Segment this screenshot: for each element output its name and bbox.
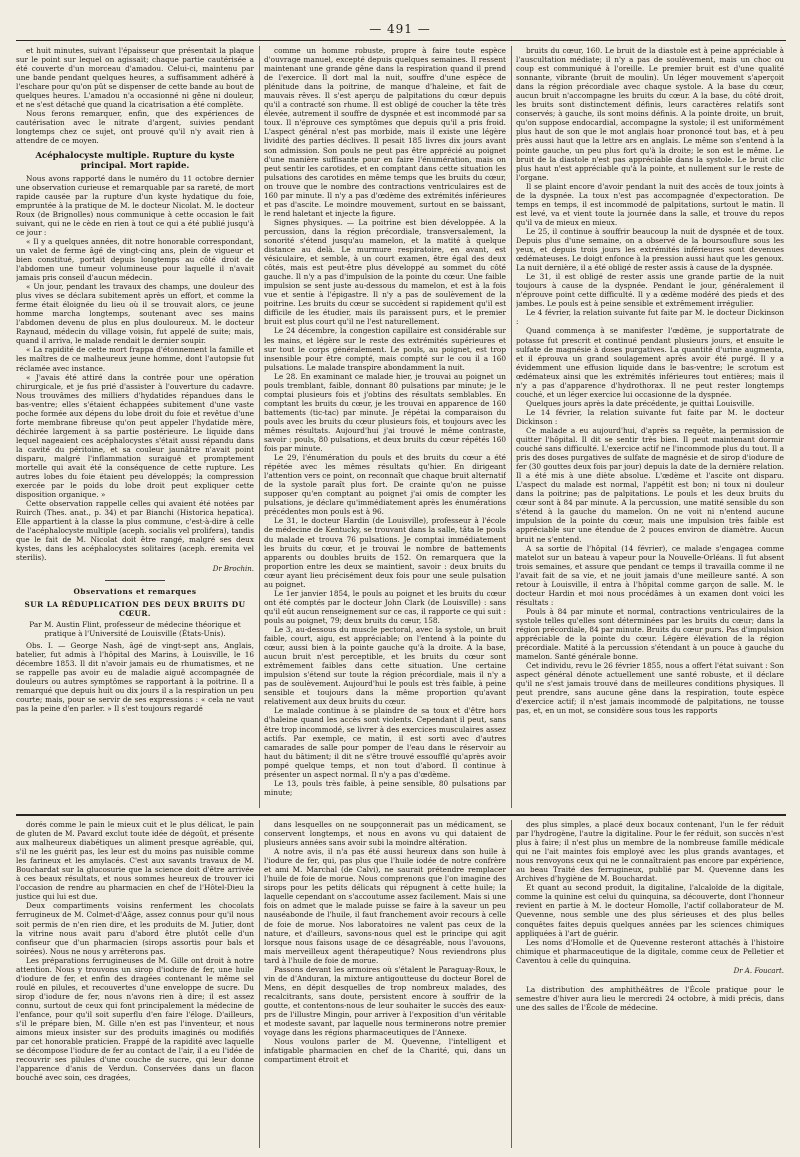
paragraph: Le malade continue à se plaindre de sa toux et d'être hors d'haleine quand les accès sont violents. Cependant il peut, sans être trop incommodé, se livrer à des exercices musculaires assez actifs. Par exemple, ce matin, il est sorti avec d'autres camarades de salle pour pomper de l'eau dans le réservoir au haut du bâtiment; il dit ne s'être trouvé essoufflé qu'après avoir pompé quelque temps, et non tout d'abord. Il continue à présenter un aspect normal. Il n'y a pas d'œdème.	[264, 706, 506, 779]
paragraph: Obs. I. — George Nash, âgé de vingt-sept ans, Anglais, batelier, fut admis à l'hôpital des Marins, à Louisville, le 16 décembre 1853. Il dit n'avoir jamais eu de rhumatismes, et ne se rappelle pas avoir eu de maladie aiguë accompagnée de douleurs ou autres symptômes se rapportant à la poitrine. Il a remarqué que depuis huit ou dix jours il a la respiration un peu courte; mais, pour se servir de ses expressions : « cela ne vaut pas la peine d'en parler. » Il s'est toujours regardé	[16, 640, 254, 714]
paragraph: Il se plaint encore d'avoir pendant la nuit des accès de toux joints à de la dyspnée. La toux n'est pas accompagnée d'expectoration. De temps en temps, il est incommodé de palpitations, surtout le matin. Il est levé, va et vient toute la journée dans la salle, et trouve du repos qu'il va de mieux en mieux.	[516, 181, 784, 227]
paragraph: Cet individu, revu le 26 février 1855, nous a offert l'état suivant : Son aspect général dénote actuellement une santé robuste, et il déclare qu'il ne s'est jamais trouvé dans de meilleures conditions physiques. Il peut prendre, sans aucune gêne dans la respiration, toute espèce d'exercice actif; il n'est jamais incommodé de palpitations, ne tousse pas, et, en un mot, se considère sous tous les rapports	[516, 661, 784, 716]
paragraph: « J'avais été attiré dans la contrée pour une opération chirurgicale, et je fus prié d'assister à l'ouverture du cadavre. Nous trouvâmes des milliers d'hydatides répandues dans le bas-ventre; elles s'étaient échappées subitement d'une vaste poche formée aux dépens du lobe droit du foie et revêtue d'une forte membrane fibreuse qu'on peut appeler l'hydatide mère, déchirée largement à sa partie postérieure. Le liquide dans lequel nageaient ces acéphalocystes s'était aussi répandu dans la cavité du péritoine, et sa couleur jaunâtre n'avait point disparu, malgré l'inflammation suraiguë et promptement mortelle qui avait été la conséquence de cette rupture. Les autres lobes du foie étaient peu développés; la compression exercée par le poids du lobe droit peut expliquer cette disposition organique. »	[16, 372, 254, 500]
section-heading: Observations et remarques	[73, 586, 197, 596]
paragraph: dans lesquelles on ne soupçonnerait pas un médicament, se conservent longtemps, et nous en avons vu qui dataient de plusieurs années sans avoir subi la moindre altération.	[264, 820, 506, 848]
signature: Dr A. Foucart.	[733, 966, 784, 975]
column-2	[264, 46, 506, 811]
section-subheading: SUR LA RÉDUPLICATION DES DEUX BRUITS DU CŒUR.	[24, 599, 246, 618]
paragraph: Deux compartiments voisins renferment les chocolats ferrugineux de M. Colmet-d'Aâge, assez connus pour qu'il nous soit permis de n'en rien dire, et les produits de M. Jutier, dont la vitrine nous avait paru d'abord être plutôt celle d'un confiseur que d'un pharmacien (sirops assortis pour bals et soirées). Nous ne nous y arrêterons pas.	[16, 901, 254, 956]
column-divider	[511, 820, 512, 1148]
column-divider	[511, 46, 512, 808]
column-1	[16, 46, 254, 811]
feuilleton-rule	[16, 814, 786, 816]
paragraph: A sa sortie de l'hôpital (14 février), ce malade s'engagea comme matelot sur un bateau à vapeur pour la Nouvelle-Orléans. Il fut absent trois semaines, et assure que pendant ce temps il travailla comme il ne l'avait fait de sa vie, et ne jouit jamais d'une meilleure santé. A son retour à Louisville, il entra à l'hôpital comme garçon de salle. M. le docteur Hardin et moi nous procédâmes à un examen dont voici les résultats :	[516, 543, 784, 607]
paragraph: Quelques jours après la date précédente, je quittai Louisville.	[526, 398, 755, 408]
paragraph: Le 31, le docteur Hardin (de Louisville), professeur à l'école de médecine de Kentucky, se trouvant dans la salle, tâta le pouls du malade et trouva 76 pulsations. Je comptai immédiatement les bruits du cœur, et je trouvai le nombre de battements apparents ou doubles bruits de 152. On remarquera que la proportion entre les deux se maintient, savoir : deux bruits du cœur ayant lieu précisément deux fois pour une seule pulsation au poignet.	[264, 516, 506, 589]
separator	[590, 981, 710, 982]
article-title: Acéphalocyste multiple. Rupture du kyste principal. Mort rapide.	[35, 150, 235, 171]
paragraph: Nous voulons parler de M. Quevenne, l'intelligent et infatigable pharmacien en chef de la Charité, qui, dans un compartiment étroit et	[264, 1037, 506, 1065]
paragraph: Nous avons rapporté dans le numéro du 11 octobre dernier une observation curieuse et remarquable par sa rareté, de mort rapide causée par la rupture d'un kyste hydatique du foie, empruntée à la pratique de M. le docteur Nicolat. M. le docteur Roux (de Brignolles) nous communique à cette occasion le fait suivant, qui ne le cède en rien à tout ce qui a été publié jusqu'à ce jour :	[16, 173, 254, 237]
paragraph: Le 13, pouls très faible, à peine sensible, 80 pulsations par minute;	[264, 778, 506, 797]
paragraph: comme un homme robuste, propre à faire toute espèce d'ouvrage manuel, excepté depuis quelques semaines. Il ressent maintenant une grande gêne dans la respiration quand il prend de l'exercice. Il dort mal la nuit, souffre d'une espèce de plénitude dans la poitrine, de manque d'haleine, et fait de mauvais rêves. Il s'est aperçu de palpitations du cœur depuis qu'il a contracté son rhume. Il est obligé de coucher la tête très élevée, autrement il souffre de dyspnée et est incommodé par sa toux. Il n'éprouve ces symptômes que depuis qu'il a pris froid. L'aspect général n'est pas morbide, mais il existe une légère lividité des parties déclives. Il pesait 185 livres dix jours avant son admission. Son pouls ne peut pas être apprécié au poignet d'une manière suffisante pour en faire l'énumération, mais on peut sentir les carotides, et en comptant dans cette situation les pulsations des carotides en même temps que les bruits du cœur, on trouve que le nombre des contractions ventriculaires est de 160 par minute. Il n'y a pas d'œdème des extrémités inférieures et pas d'ascite. Le moindre mouvement, surtout en se baissant, le rend haletant et injecte la figure.	[264, 46, 506, 218]
paragraph: « Un jour, pendant les travaux des champs, une douleur des plus vives se déclara subitement après un effort, et comme la ferme était éloignée du lieu où il se trouvait alors, ce jeune homme marcha longtemps, soutenant avec ses mains l'abdomen devenu de plus en plus douloureux. M. le docteur Raynaud, médecin du village voisin, fut appelé de suite; mais, quand il arriva, le malade rendait le dernier soupir.	[16, 282, 254, 346]
paragraph: Le 25, il continue à souffrir beaucoup la nuit de dyspnée et de toux. Depuis plus d'une semaine, on a observé de la boursouflure sous les yeux, et depuis trois jours les extrémités inférieures sont devenues œdémateuses. Le doigt enfonce à la pression aussi haut que les genoux. La nuit dernière, il a été obligé de rester assis à cause de la dyspnée.	[516, 226, 784, 273]
paragraph: dorés comme le pain le mieux cuit et le plus délicat, le pain de gluten de M. Pavard exclut toute idée de dégoût, et présente aux malheureux diabétiques un aliment presque agréable, qui, s'il ne les guérit pas, les leur est du moins pas nuisible comme les farineux et les amylacés. C'est aux savants travaux de M. Bouchardat sur la glucosurie que la science doit d'être arrivée à ces beaux résultats, et nous sommes heureux de trouver ici l'occasion de rendre au pharmacien en chef de l'Hôtel-Dieu la justice qui lui est due.	[16, 820, 254, 902]
paragraph: Les noms d'Homolle et de Quevenne resteront attachés à l'histoire chimique et pharmaceutique de la digitale, comme ceux de Pelletier et Caventou à celle du quinquina.	[516, 937, 784, 965]
paragraph: A notre avis, il n'a pas été aussi heureux dans son huile à l'iodure de fer, qui, pas plus que l'huile iodée de notre confrère et ami M. Marchal (de Calvi), ne saurait prétendre remplacer l'huile de foie de morue. Nous comprenons que l'on imagine des sirops pour les petits délicats qui répugnent à cette huile; la laquelle cependant on s'accoutume assez facilement. Mais si une fois on admet que le malade puisse se faire à la saveur un peu nauséabonde de l'huile, il faut franchement avoir recours à celle de foie de morue. Nos laboratoires ne valent pas ceux de la nature, et d'ailleurs, savons-nous quel est le principe qui agit lorsque nous faisons usage de ce désagréable, nous l'avouons, mais merveilleux agent thérapeutique? Nous reviendrons plus tard à l'huile de foie de morue.	[264, 847, 506, 965]
paragraph: « La rapidité de cette mort frappa d'étonnement la famille et les maîtres de ce malheureux jeune homme, dont l'autopsie fut réclamée avec instance.	[16, 345, 254, 373]
paragraph: bruits du cœur, 160. Le bruit de la diastole est à peine appréciable à l'auscultation médiate; il n'y a pas de soulèvement, mais un choc ou coup est communiqué à l'oreille. Le premier bruit est d'une qualité sonnante, vibrante (bruit de moulin). Un léger mouvement s'aperçoit dans la région précordiale avec chaque systole. A la base du cœur, aucun bruit n'accompagne les bruits du cœur. A la base, du côté droit, les bruits sont distinctement définis, leurs caractères relatifs sont conservés; à gauche, ils sont moins définis. A la pointe droite, un bruit, qu'on suppose endocardial, accompagne la systole; il est uniformément plus haut de son que le mot anglais hoar prononcé tout bas, et à peu près aussi haut que la lettre ars en anglais. Le même son s'entend à la pointe gauche, un peu plus fort qu'à la droite; le son est le même. Le bruit de la diastole n'est pas appréciable dans la systole. Le bruit clic plus haut n'est appréciable qu'à la pointe, et nullement sur le reste de l'organe.	[516, 46, 784, 182]
signature: Dr Brochin.	[212, 564, 254, 573]
paragraph: et huit minutes, suivant l'épaisseur que présentait la plaque sur le point sur lequel on agissait; chaque partie cautérisée a été couverte d'un morceau d'amadou. Celui-ci, maintenu par une bande pendant quelques heures, a suffisamment adhéré à l'eschare pour qu'on pût se dispenser de cette bande au bout de quelques heures. L'amadou n'a occasionné ni gêne ni douleur, et ne s'est détaché que quand la cicatrisation a été complète.	[16, 46, 254, 110]
bottom-column-1	[16, 820, 254, 1150]
paragraph: Le 1er janvier 1854, le pouls au poignet et les bruits du cœur ont été comptés par le docteur John Clark (de Louisville) : sans qu'il eût aucun renseignement sur ce cas, il rapporte ce qui suit : pouls au poignet, 79; deux bruits du cœur, 158.	[264, 588, 506, 625]
paragraph: Nous ferons remarquer, enfin, que des expériences de cautérisation avec le nitrate d'argent, suivies pendant longtemps chez ce sujet, ont prouvé qu'il n'y avait rien à attendre de ce moyen.	[16, 109, 254, 146]
paragraph: Le 4 février, la relation suivante fut faite par M. le docteur Dickinson :	[516, 308, 784, 327]
paragraph: Ce malade a eu aujourd'hui, d'après sa requête, la permission de quitter l'hôpital. Il dit se sentir très bien. Il peut maintenant dormir couché sans difficulté. L'exercice actif ne l'incommode plus du tout. Il a pris des doses purgatives de sulfate de magnésie et de sirop d'iodure de fer (30 gouttes deux fois par jour) depuis la date de la dernière relation. Il a été mis à une diète absolue. L'œdème et l'ascite ont disparu. L'aspect du malade est normal, l'appétit est bon; ni toux ni douleur dans la poitrine; pas de palpitations. Le pouls et les deux bruits du cœur sont à 84 par minute. A la percussion, une matité sensible du son s'étend à la gauche du mamelon. On ne voit ni n'entend aucune impulsion de la pointe du cœur, mais une impulsion très faible est appréciable sur une étendue de 2 pouces environ de diamètre. Aucun bruit ne s'entend.	[516, 425, 784, 544]
bottom-column-2	[264, 820, 506, 1150]
paragraph: Quand commença à se manifester l'œdème, je supportatrate de potasse fut prescrit et continué pendant plusieurs jours, et ensuite le sulfate de magnésie à doses purgatives. La quantité d'urine augmenta, et il éprouva un grand soulagement après avoir été purgé. Il y a évidemment une effusion liquide dans le bas-ventre; le scrotum est œdémateux ainsi que les extrémités inférieures tout entières; mais il n'y a pas d'apparence d'hydrothorax. Il ne peut rester longtemps couché, et un léger exercice lui occasionne de la dyspnée.	[516, 326, 784, 399]
bottom-column-3	[516, 820, 784, 1150]
separator	[105, 580, 165, 581]
paragraph: « Il y a quelques années, dit notre honorable correspondant, un valet de ferme âgé de vingt-cinq ans, plein de vigueur et bien constitué, portait depuis longtemps au côté droit de l'abdomen une tumeur volumineuse pour laquelle il n'avait jamais pris conseil d'aucun médecin.	[16, 236, 254, 283]
announcement: La distribution des amphithéâtres de l'École pratique pour le semestre d'hiver aura lieu le mercredi 24 octobre, à midi précis, dans une des salles de l'École de médecine.	[516, 984, 784, 1012]
column-divider	[259, 820, 260, 1148]
column-divider	[259, 46, 260, 808]
paragraph: Le 14 février, la relation suivante fut faite par M. le docteur Dickinson :	[516, 407, 784, 426]
paragraph: Le 24 décembre, la congestion capillaire est considérable sur les mains, et légère sur le reste des extrémités supérieures et sur tout le corps généralement. Le pouls, au poignet, est trop insensible pour être compté, mais compté sur le cou il a 160 pulsations. Le malade transpire abondamment la nuit.	[264, 326, 506, 372]
paragraph: Pouls à 84 par minute et normal, contractions ventriculaires de la systole telles qu'elles sont déterminées par les bruits du cœur; dans la région précordiale, 84 par minute. Bruits du cœur purs. Pas d'impulsion appréciable de la pointe du cœur. Légère élévation de la région précordiale. Matité à la percussion s'étendant à un pouce à gauche du mamelon. Santé générale bonne.	[516, 606, 784, 662]
paragraph: Les préparations ferrugineuses de M. Gille ont droit à notre attention. Nous y trouvons un sirop d'iodure de fer, une huile d'iodure de fer, et enfin des dragées contenant le même sel roulé en pilules, et recouvertes d'une enveloppe de sucre. Du sirop d'iodure de fer, nous n'avons rien à dire; il est assez connu, surtout de ceux qui font principalement la médecine de l'enfance, pour qu'il soit superflu d'en faire l'éloge. D'ailleurs, s'il le prépare bien, M. Gille n'en est pas l'inventeur, et nous aimons mieux insister sur des produits imaginés ou modifiés par cet honorable praticien. Frappé de la rapidité avec laquelle se décompose l'iodure de fer au contact de l'air, il a eu l'idée de recouvrir ses pilules d'une couche de sucre, qui leur donne l'apparence d'anis de Verdun. Conservées dans un flacon bouché avec soin, ces dragées,	[16, 955, 254, 1083]
paragraph: Signes physiques. — La poitrine est bien développée. A la percussion, dans la région précordiale, transversalement, la sonorité s'étend jusqu'au mamelon, et la matité à quelque distance au delà. Le murmure respiratoire, en avant, est vésiculaire, et semble, à un court examen, être égal des deux côtés, mais est peut-être plus développé au sommet du côté gauche. Il n'y a pas d'impulsion de la pointe du cœur. Une faible impulsion se sent juste au-dessous du mamelon, et est à la fois vue et sentie à l'épigastre. Il n'y a pas de soulèvement de la poitrine. Les bruits du cœur se succèdent si rapidement qu'il est difficile de les étudier, mais ils paraissent purs, et le premier bruit est plus court qu'il ne l'est naturellement.	[264, 217, 506, 327]
page-number: — 491 —	[369, 22, 431, 36]
author-line: Par M. Austin Flint, professeur de médecine théorique et pratique à l'Université de Louisville (États-Unis).	[29, 619, 241, 638]
paragraph: Le 29, l'énumération du pouls et des bruits du cœur a été répétée avec les mêmes résultats qu'hier. En dirigeant l'attention vers ce point, on reconnaît que chaque bruit alternatif de la systole paraît plus fort. De crainte qu'on ne puisse supposer qu'en comptant au poignet j'ai omis de compter les pulsations, je déclare qu'immédiatement après les énumérations précédentes mon pouls est à 96.	[264, 453, 506, 517]
paragraph: Le 31, il est obligé de rester assis une grande partie de la nuit toujours à cause de la dyspnée. Pendant le jour, généralement il n'éprouve point cette difficulté. Il y a œdème modéré des pieds et des jambes. Le pouls est à peine sensible et extrêmement irrégulier.	[516, 272, 784, 309]
paragraph: Passons devant les armoires où s'étalent le Paraguay-Roux, le vin de d'Anduran, la mixture antigoutteuse du docteur Borel de Mens, en dépit desquelles de trop nombreux malades, des recalcitrants, sans doute, persistent encore à souffrir de la goutte, et contentons-nous de leur souhaiter le succès des eaux-prs de l'illustre Mingin, pour arriver à l'exposition d'un véritable et modeste savant, par laquelle nous terminerons notre premier voyage dans les régions pharmaceutiques de l'Annexe.	[264, 964, 506, 1038]
paragraph: Le 3, au-dessous du muscle pectoral, avec la systole, un bruit faible, court, aigu, est appréciable; on l'entend à la pointe du cœur, aussi bien à la pointe gauche qu'à la droite. A la base, aucun bruit n'est perceptible, et les bruits du cœur sont extrêmement faibles dans cette situation. Une certaine impulsion s'étend sur toute la région précordiale, mais il n'y a pas de soulèvement. Aujourd'hui le pouls est très faible, à peine sensible et toujours dans la même proportion qu'avant relativement aux deux bruits du cœur.	[264, 625, 506, 707]
paragraph: Le 28. En examinant ce malade hier, je trouvai au poignet un pouls tremblant, faible, donnant 80 pulsations par minute; je le comptai plusieurs fois et j'obtins des résultats semblables. En comptant les bruits du cœur, je les trouvai en apparence de 160 battements (tic-tac) par minute. Je répétai la comparaison du pouls avec les bruits du cœur plusieurs fois, et toujours avec les mêmes résultats. Aujourd'hui j'ai trouvé le même contraste, savoir : pouls, 80 pulsations, et deux bruits du cœur répétés 160 fois par minute.	[264, 371, 506, 454]
column-3	[516, 46, 784, 811]
header-rule	[16, 40, 786, 41]
paragraph: des plus simples, a placé deux bocaux contenant, l'un le fer réduit par l'hydrogène, l'autre la digitaline. Pour le fer réduit, son succès n'est plus à faire; il n'est plus un membre de la nombreuse famille médicale qui ne l'ait maintes fois employé avec les plus grands avantages, et nous renvoyons ceux qui ne le connaîtraient pas encore par expérience, au beau Traité des ferrugineux, publié par M. Quevenne dans les Archives d'hygiène de M. Bouchardat.	[516, 820, 784, 884]
paragraph: Et quant au second produit, la digitaline, l'alcaloïde de la digitale, comme la quinine est celui du quinquina, sa découverte, dont l'honneur revient en partie à M. le docteur Homolle, l'actif collaborateur de M. Quevenne, nous semble une des plus sérieuses et des plus belles conquêtes faites depuis quelques années par les sciences chimiques appliquées à l'art de guérir.	[516, 883, 784, 938]
paragraph: Cette observation rappelle celles qui avaient été notées par Ruirch (Thes. anat., p. 34) et par Bianchi (Historica hepatica). Elle appartient à la classe la plus commune, c'est-à-dire à celle de l'acéphalocyste multiple (aceph. socialis vel prolifera), tandis que le fait de M. Nicolat doit être rangé, malgré ses deux kystes, dans les acéphalocystes solitaires (aceph. eremita vel sterilis).	[16, 499, 254, 563]
